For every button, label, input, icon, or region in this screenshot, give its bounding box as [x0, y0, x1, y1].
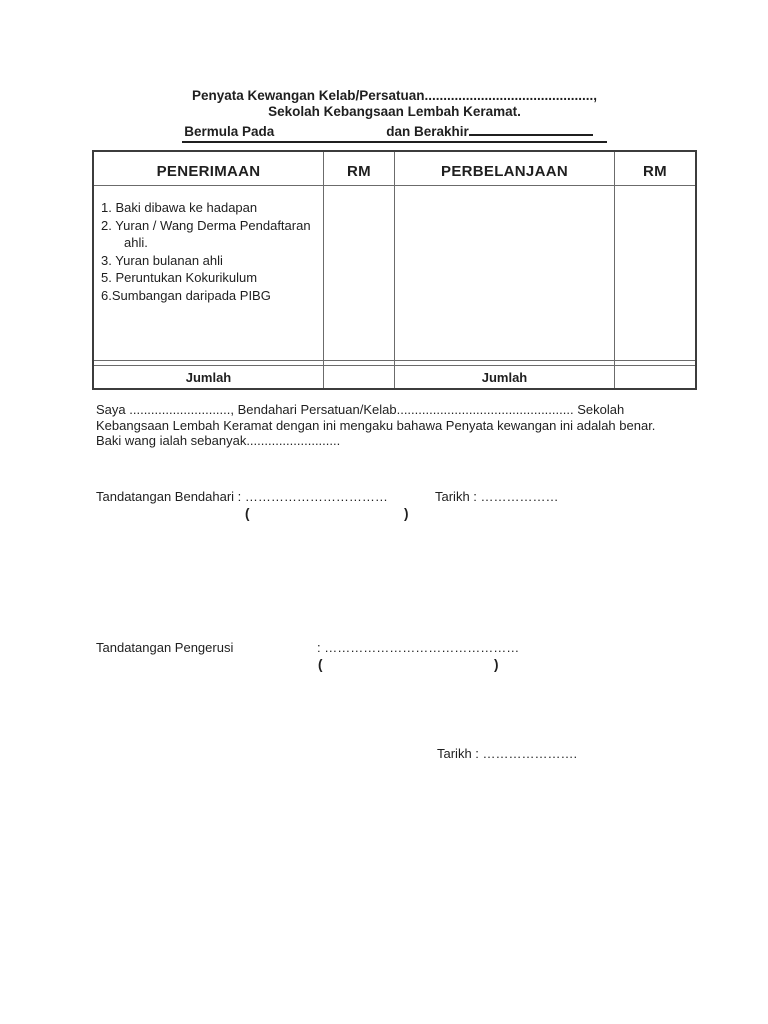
title-line-3 [92, 120, 697, 143]
receipt-item: 2. Yuran / Wang Derma Pendaftaran [101, 217, 311, 233]
jumlah-left-label: Jumlah [185, 369, 232, 385]
treasurer-name-paren-open: ( [245, 506, 250, 521]
chairman-signature-dots: : ……………………………………… [317, 640, 520, 655]
treasurer-signature-line: Tandatangan Bendahari : …………………………… [96, 489, 388, 504]
bottom-date-line: Tarikh : …………………. [437, 746, 578, 761]
table-header-row [94, 152, 695, 186]
treasurer-date-line: Tarikh : ……………… [435, 489, 559, 504]
receipt-item-continuation: ahli. [124, 235, 148, 250]
end-date-blank [469, 120, 593, 136]
document-title-block [92, 88, 697, 143]
header-rm-right: RM [614, 152, 695, 185]
table-body-row [94, 186, 695, 360]
declaration-paragraph [96, 402, 696, 449]
perbelanjaan-cell [394, 186, 614, 360]
rm-left-cell [323, 186, 394, 360]
receipt-item: 6.Sumbangan daripada PIBG [101, 287, 271, 303]
treasurer-name-paren-close: ) [404, 506, 409, 521]
header-penerimaan: PENERIMAAN [156, 163, 261, 180]
receipt-item: 1. Baki dibawa ke hadapan [101, 200, 258, 215]
finance-table [92, 150, 697, 390]
table-total-row [94, 366, 695, 388]
jumlah-right-value-cell [614, 366, 695, 388]
header-perbelanjaan: PERBELANJAAN [394, 152, 614, 185]
jumlah-left-value-cell [323, 366, 394, 388]
chairman-signature-label: Tandatangan Pengerusi [96, 640, 234, 655]
receipt-item-list [94, 186, 323, 304]
title-line-2: Sekolah Kebangsaan Lembah Keramat. [268, 104, 521, 119]
receipt-item: 3. Yuran bulanan ahli [101, 252, 223, 268]
rm-right-cell [614, 186, 695, 360]
declaration-line-2: Kebangsaan Lembah Keramat dengan ini mengaku bahawa Penyata kewangan ini adalah benar. [96, 417, 656, 433]
chairman-name-paren-open: ( [318, 657, 323, 672]
penerimaan-items-cell [94, 186, 323, 360]
jumlah-right-label: Jumlah [394, 366, 614, 388]
chairman-name-paren-close: ) [494, 657, 499, 672]
declaration-line-3: Baki wang ialah sebanyak.......................... [96, 433, 341, 448]
header-rm-left: RM [323, 152, 394, 185]
receipt-item: 5. Peruntukan Kokurikulum [101, 270, 258, 285]
bermula-pada-label: Bermula Pada [184, 124, 275, 139]
declaration-line-1: Saya ............................, Bendahari Persatuan/Kelab................................................. Sekolah [96, 402, 625, 417]
dan-berakhir-label: dan Berakhir [386, 124, 469, 139]
title-line-1: Penyata Kewangan Kelab/Persatuan............................................., [191, 88, 598, 103]
